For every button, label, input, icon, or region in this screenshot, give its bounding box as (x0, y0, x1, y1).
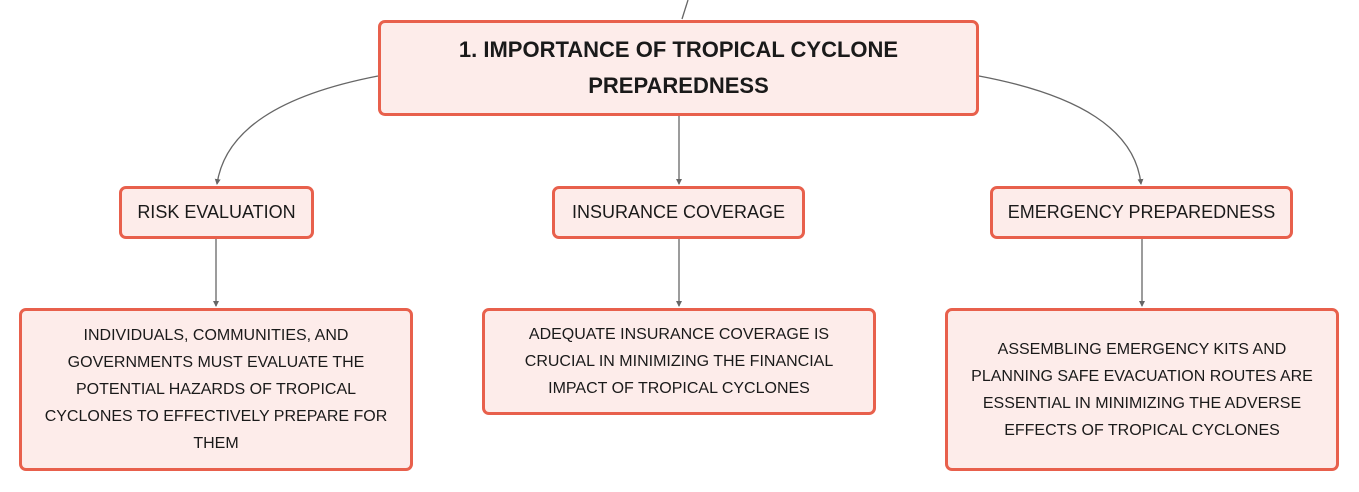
detail-insurance-coverage[interactable] (482, 308, 876, 415)
detail-text: ADEQUATE INSURANCE COVERAGE IS CRUCIAL IN MINIMIZING THE FINANCIAL IMPACT OF TROPICAL CYCLONES (524, 326, 834, 397)
branch-insurance-coverage[interactable] (552, 186, 805, 239)
detail-text: ASSEMBLING EMERGENCY KITS AND PLANNING SAFE EVACUATION ROUTES ARE ESSENTIAL IN MINIMIZING THE ADVERSE EFFECTS OF TROPICAL CYCLONES (971, 340, 1313, 439)
connector-root-emergency (979, 76, 1141, 184)
detail-emergency-preparedness[interactable] (945, 308, 1339, 471)
connector-root-risk (217, 76, 378, 184)
detail-text: INDIVIDUALS, COMMUNITIES, AND GOVERNMENTS MUST EVALUATE THE POTENTIAL HAZARDS OF TROPICAL CYCLONES TO EFFECTIVELY PREPARE FOR THEM (44, 327, 388, 452)
incoming-connector (682, 0, 688, 19)
branch-risk-evaluation[interactable] (119, 186, 314, 239)
branch-label: RISK EVALUATION (137, 202, 296, 222)
branch-label: INSURANCE COVERAGE (571, 202, 786, 222)
detail-risk-evaluation[interactable] (19, 308, 413, 471)
branch-label: EMERGENCY PREPAREDNESS (1007, 202, 1276, 222)
root-node[interactable] (378, 20, 979, 116)
root-title: 1. IMPORTANCE OF TROPICAL CYCLONE PREPAREDNESS (458, 37, 899, 98)
branch-emergency-preparedness[interactable] (990, 186, 1293, 239)
